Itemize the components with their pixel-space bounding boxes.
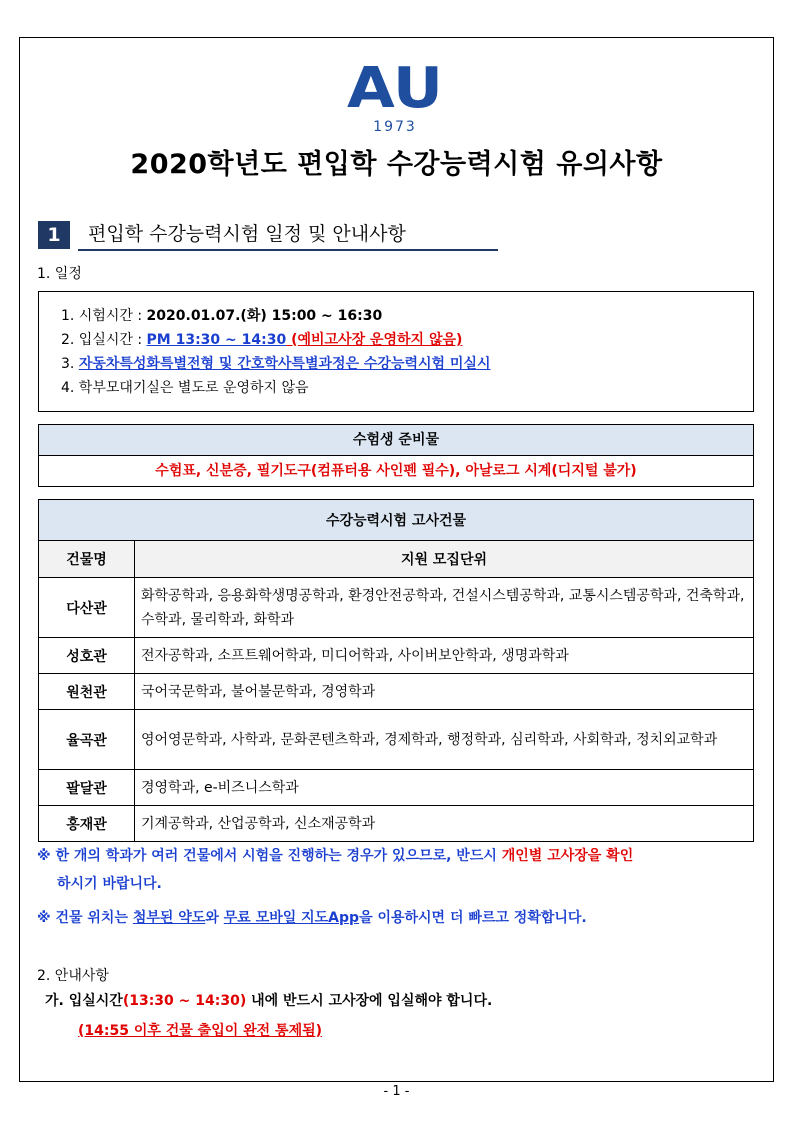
building-units: 전자공학과, 소프트웨어학과, 미디어학과, 사이버보안학과, 생명과학과 [135, 638, 754, 674]
logo-year: 1973 [373, 119, 417, 135]
entry-time-label: 2. 입실시간 : [61, 332, 147, 348]
building-name: 성호관 [39, 638, 135, 674]
exam-time-label: 1. 시험시간 : [61, 308, 147, 324]
note-location-mid: 와 [205, 910, 224, 926]
buildings-caption: 수강능력시험 고사건물 [39, 500, 754, 541]
note-check-room-highlight: 개인별 고사장을 확인 [501, 848, 634, 864]
table-row [39, 770, 754, 806]
info-item-a [45, 990, 492, 1010]
schedule-item-entry-time [61, 328, 753, 352]
exemption-text: 자동차특성화특별전형 및 간호학사특별과정은 수강능력시험 미실시 [78, 356, 491, 372]
section-number: 1 [38, 221, 70, 249]
page-title: 2020학년도 편입학 수강능력시험 유의사항 [130, 149, 663, 180]
column-header-units: 지원 모집단위 [135, 541, 754, 578]
building-units: 국어국문학과, 불어불문학과, 경영학과 [135, 674, 754, 710]
note-location-pre: ※ 건물 위치는 [37, 910, 133, 926]
table-row [39, 638, 754, 674]
schedule-item-parent-room: 4. 학부모대기실은 별도로 운영하지 않음 [61, 380, 309, 396]
note-check-room-post: 하시기 바랍니다. [57, 876, 162, 892]
note-check-room-pre: ※ 한 개의 학과가 여러 건물에서 시험을 진행하는 경우가 있으므로, 반드시 [37, 848, 502, 864]
building-name: 팔달관 [39, 770, 135, 806]
section-underline [78, 249, 498, 251]
table-row [39, 710, 754, 770]
schedule-item-exam-time [61, 304, 753, 328]
attached-map-link[interactable]: 첨부된 약도 [132, 910, 206, 926]
building-name: 원천관 [39, 674, 135, 710]
note-location-post: 을 이용하시면 더 빠르고 정확합니다. [359, 910, 587, 926]
building-units: 영어영문학과, 사학과, 문화콘텐츠학과, 경제학과, 행정학과, 심리학과, 사회학과, 정치외교학과 [135, 710, 754, 770]
building-units: 화학공학과, 응용화학생명공학과, 환경안전공학과, 건설시스템공학과, 교통시스템공학과, 건축학과, 수학과, 물리학과, 화학과 [135, 578, 754, 638]
exam-buildings-table [38, 499, 754, 842]
logo-letters: AU [347, 57, 443, 121]
page-number: - 1 - [383, 1084, 410, 1099]
info-item-a-time: (13:30 ~ 14:30) [122, 993, 247, 1009]
info-item-a-post: 내에 반드시 고사장에 입실해야 합니다. [246, 993, 493, 1009]
building-units: 기계공학과, 산업공학과, 신소재공학과 [135, 806, 754, 842]
table-row [39, 578, 754, 638]
building-units: 경영학과, e-비즈니스학과 [135, 770, 754, 806]
section-title: 편입학 수강능력시험 일정 및 안내사항 [88, 223, 406, 245]
note-location [37, 904, 587, 932]
table-row [39, 674, 754, 710]
building-name: 다산관 [39, 578, 135, 638]
entry-time-value: PM 13:30 ~ 14:30 [146, 332, 287, 348]
building-name: 율곡관 [39, 710, 135, 770]
exemption-num: 3. [61, 356, 79, 372]
table-row [39, 806, 754, 842]
note-check-room [37, 842, 755, 898]
preparation-header: 수험생 준비물 [39, 425, 753, 456]
schedule-heading: 1. 일정 [37, 266, 82, 282]
info-item-a-note: (14:55 이후 건물 출입이 완전 통제됨) [78, 1023, 323, 1039]
exam-time-value: 2020.01.07.(화) 15:00 ~ 16:30 [146, 308, 383, 324]
info-item-a-pre: 가. 입실시간 [45, 993, 123, 1009]
building-name: 홍재관 [39, 806, 135, 842]
column-header-building: 건물명 [39, 541, 135, 578]
schedule-box [38, 291, 754, 412]
preparation-items: 수험표, 신분증, 필기도구(컴퓨터용 사인펜 필수), 아날로그 시계(디지털 불가) [155, 463, 637, 479]
entry-time-note: (예비고사장 운영하지 않음) [286, 332, 463, 348]
university-logo [345, 57, 445, 135]
schedule-item-exemption [61, 352, 753, 376]
preparation-box [38, 424, 754, 487]
mobile-map-app-link[interactable]: 무료 모바일 지도App [223, 910, 360, 926]
info-heading: 2. 안내사항 [37, 968, 109, 984]
